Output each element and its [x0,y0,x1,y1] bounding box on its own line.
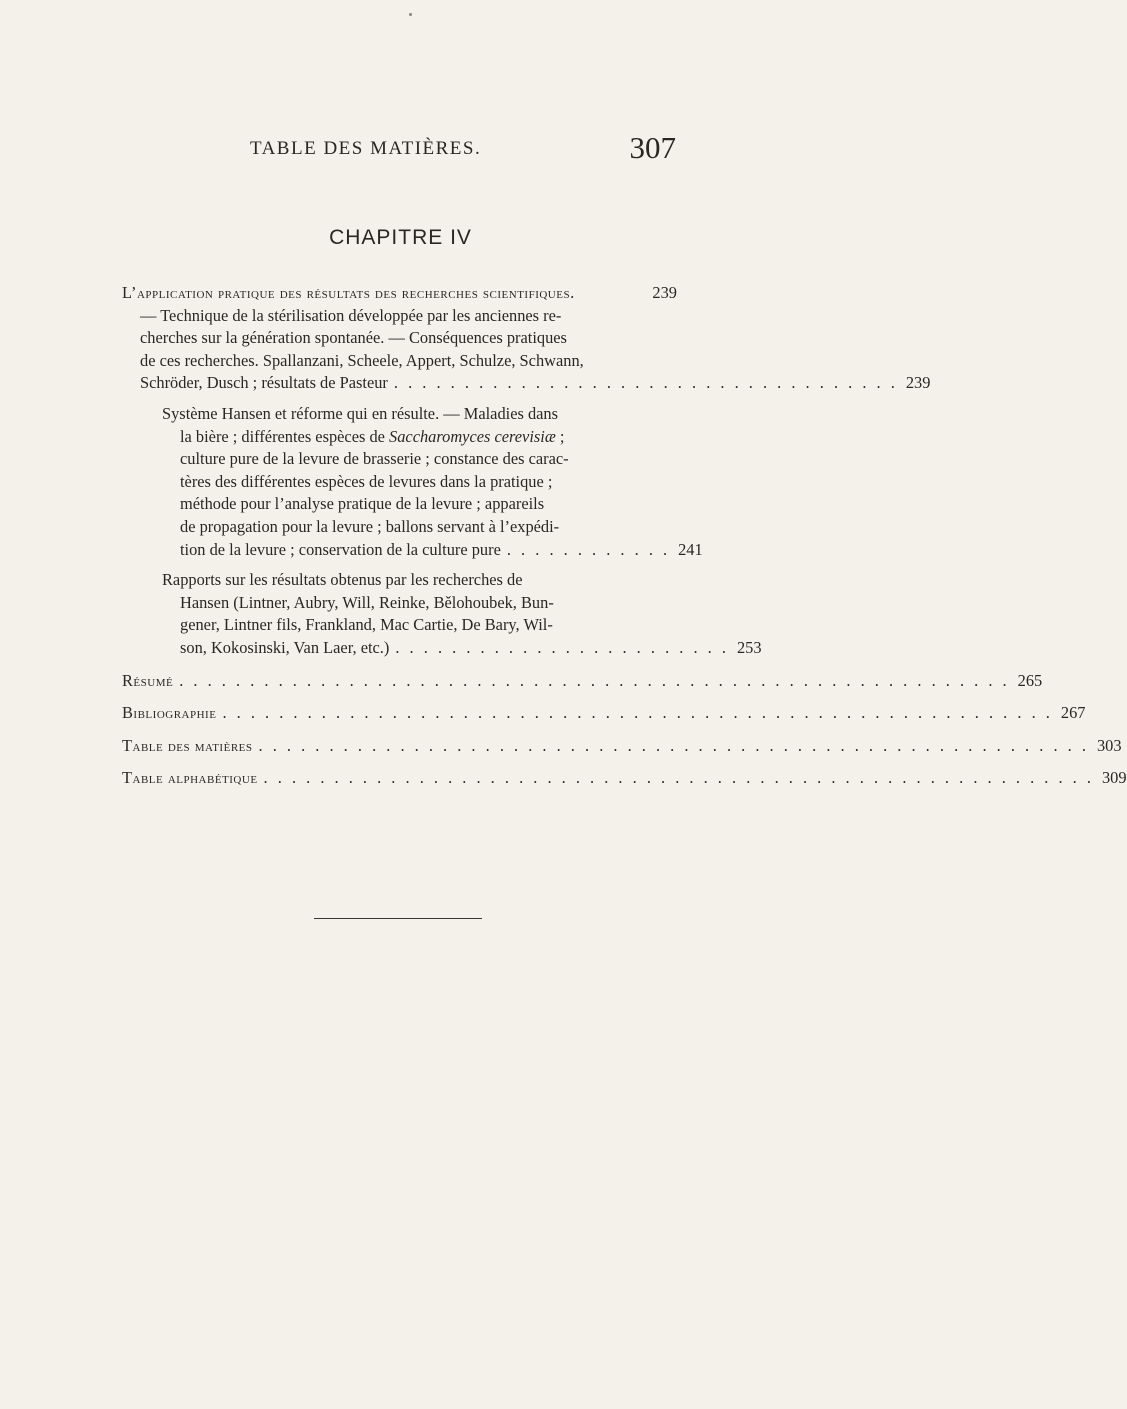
toc-line [122,702,1086,725]
toc-line: culture pure de la levure de brasserie ; constance des carac- [180,449,569,469]
toc-leader-dots: . . . . . . . . . . . . [506,539,671,559]
toc-line: Hansen (Lintner, Aubry, Will, Reinke, Bělohoubek, Bun- [180,592,554,612]
end-rule [314,918,482,919]
toc-line: de propagation pour la levure ; ballons servant à l’expédi- [180,516,560,536]
toc-leader-dots: . . . . . . . . . . . . . . . . . . . . . . . . . . . . . . . . . . . . . . . . . . . . . . . . . . . . . . . . . . . [263,768,1094,788]
toc-entry-heading: L’application pratique des résultats des recherches scientifiques. [122,283,575,302]
toc-entry-label: Résumé [122,670,174,690]
toc-line-text: son, Kokosinski, Van Laer, etc.) [180,637,390,657]
toc-entry-bibliographie [122,702,1086,725]
toc-line [162,539,703,562]
toc-line [122,282,677,305]
toc-page-number: 239 [652,283,677,302]
toc-entry-resume [122,670,1043,693]
toc-line: Rapports sur les résultats obtenus par les recherches de [162,570,523,590]
toc-entry-rapports [122,569,762,659]
toc-line: — Technique de la stérilisation développée par les anciennes re- [140,305,562,325]
toc-line [122,735,1122,758]
print-speck [409,13,412,16]
table-of-contents [122,282,1127,790]
toc-leader-dots: . . . . . . . . . . . . . . . . . . . . . . . . . . . . . . . . . . . . [393,373,898,393]
toc-leader-dots: . . . . . . . . . . . . . . . . . . . . . . . . . . . . . . . . . . . . . . . . . . . . . . . . . . . . . . . . . . . [222,703,1053,723]
running-header [0,130,801,170]
toc-line-text: Schröder, Dusch ; résultats de Pasteur [140,373,388,393]
toc-page-number: 241 [678,539,703,559]
chapter-title: CHAPITRE IV [329,226,472,249]
toc-line: Système Hansen et réforme qui en résulte. — Maladies dans [162,403,558,423]
toc-entry-label: Table des matières [122,735,253,755]
toc-line [122,372,931,395]
toc-entry-table-matieres [122,735,1122,758]
toc-line [162,637,762,660]
toc-leader-dots: . . . . . . . . . . . . . . . . . . . . . . . . . . . . . . . . . . . . . . . . . . . . . . . . . . . . . . . . . . . [258,735,1089,755]
toc-page-number: 239 [905,373,931,393]
toc-line: gener, Lintner fils, Frankland, Mac Cartie, De Bary, Wil- [180,615,553,635]
toc-line: de ces recherches. Spallanzani, Scheele, Appert, Schulze, Schwann, [140,350,584,370]
toc-line [122,767,1127,790]
toc-leader-dots: . . . . . . . . . . . . . . . . . . . . . . . . . . . . . . . . . . . . . . . . . . . . . . . . . . . . . . . . . . . [179,670,1010,690]
toc-line: méthode pour l’analyse pratique de la levure ; appareils [180,494,545,514]
toc-page-number: 253 [736,637,762,657]
running-title: TABLE DES MATIÈRES. [250,138,482,159]
toc-page-number: 303 [1096,735,1122,755]
toc-entry-systeme-hansen [122,403,703,561]
toc-line [122,670,1043,693]
toc-line: cherches sur la génération spontanée. — Conséquences pratiques [140,328,567,348]
toc-leader-dots: . . . . . . . . . . . . . . . . . . . . . . . . [395,637,729,657]
toc-entry-application [122,282,931,395]
page-number: 307 [629,130,676,165]
toc-entry-table-alphabetique [122,767,1127,790]
toc-entry-label: Bibliographie [122,703,217,723]
toc-page-number: 309 [1101,768,1127,788]
toc-page-number: 267 [1060,703,1086,723]
toc-entry-label: Table alphabétique [122,768,258,788]
toc-line: tères des différentes espèces de levures dans la pratique ; [180,471,553,491]
toc-line-text: tion de la levure ; conservation de la culture pure [180,539,501,559]
toc-page-number: 265 [1017,670,1043,690]
toc-line: la bière ; différentes espèces de Saccharomyces cerevisiæ ; [180,426,565,446]
